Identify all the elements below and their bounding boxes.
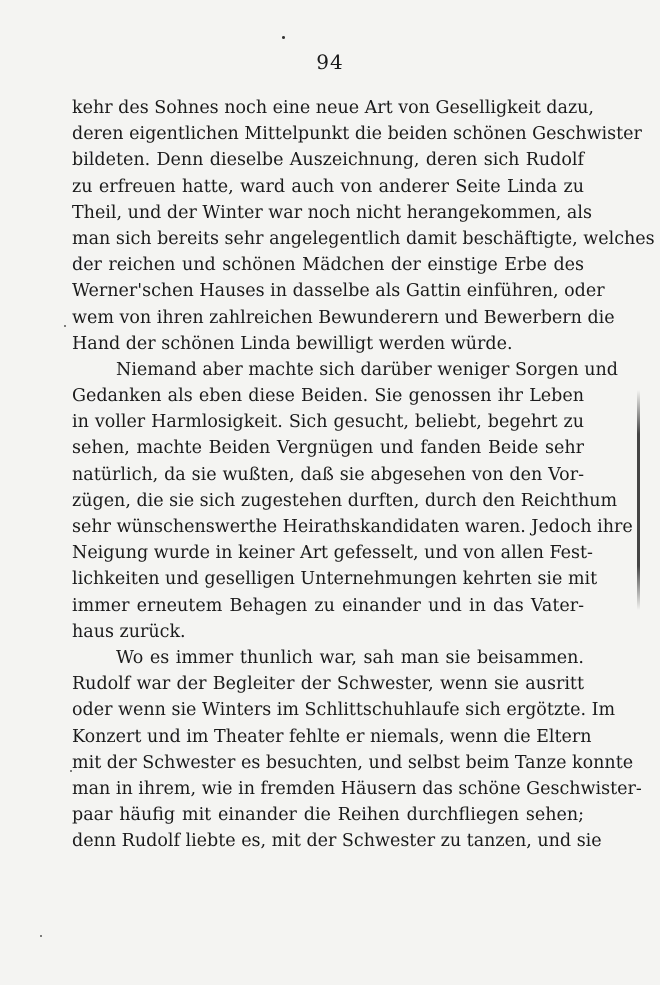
text-line: man in ihrem, wie in fremden Häusern das schöne Geschwister- <box>72 778 642 799</box>
text-line: natürlich, da sie wußten, daß sie abgesehen von den Vor- <box>72 464 584 485</box>
text-line: Hand der schönen Linda bewilligt werden würde. <box>72 333 513 354</box>
text-line: haus zurück. <box>72 621 186 642</box>
text-line: deren eigentlichen Mittelpunkt die beiden schönen Geschwister <box>72 124 642 145</box>
print-speck <box>282 36 285 39</box>
text-line: kehr des Sohnes noch eine neue Art von Geselligkeit dazu, <box>72 98 594 118</box>
print-speck <box>70 770 72 772</box>
text-line: bildeten. Denn dieselbe Auszeichnung, deren sich Rudolf <box>72 150 584 171</box>
text-line: oder wenn sie Winters im Schlittschuhlaufe sich ergötzte. Im <box>72 700 616 721</box>
body-text <box>72 95 655 854</box>
text-line: Niemand aber machte sich darüber weniger Sorgen und <box>116 359 618 380</box>
text-line: wem von ihren zahlreichen Bewunderern und Bewerbern die <box>72 307 615 328</box>
text-line: zügen, die sie sich zugestehen durften, durch den Reichthum <box>72 490 618 511</box>
text-line: sehr wünschenswerthe Heirathskandidaten waren. Jedoch ihre <box>72 517 633 537</box>
print-speck <box>64 325 66 327</box>
text-line: Gedanken als eben diese Beiden. Sie genossen ihr Leben <box>72 386 584 407</box>
page-number: 94 <box>316 50 344 74</box>
print-speck <box>40 935 42 937</box>
text-line: in voller Harmlosigkeit. Sich gesucht, beliebt, begehrt zu <box>72 412 584 433</box>
text-line: denn Rudolf liebte es, mit der Schwester zu tanzen, und sie <box>72 831 602 852</box>
text-line: immer erneutem Behagen zu einander und in das Vater- <box>72 595 584 616</box>
page-edge-shadow <box>637 390 640 610</box>
text-line: Konzert und im Theater fehlte er niemals, wenn die Eltern <box>72 726 592 747</box>
text-line: sehen, machte Beiden Vergnügen und fanden Beide sehr <box>72 438 584 459</box>
text-line: der reichen und schönen Mädchen der einstige Erbe des <box>72 255 584 276</box>
text-line: mit der Schwester es besuchten, und selbst beim Tanze konnte <box>72 752 634 773</box>
text-line: Rudolf war der Begleiter der Schwester, wenn sie ausritt <box>72 674 584 695</box>
text-line: Werner'schen Hauses in dasselbe als Gattin einführen, oder <box>72 281 605 302</box>
text-line: lichkeiten und geselligen Unternehmungen kehrten sie mit <box>72 569 598 590</box>
text-line: man sich bereits sehr angelegentlich damit beschäftigte, welches <box>72 228 655 249</box>
text-line: zu erfreuen hatte, ward auch von anderer Seite Linda zu <box>72 176 584 197</box>
text-line: Theil, und der Winter war noch nicht herangekommen, als <box>72 202 592 223</box>
text-line: Wo es immer thunlich war, sah man sie beisammen. <box>116 647 584 668</box>
text-line: paar häufig mit einander die Reihen durchfliegen sehen; <box>72 805 584 826</box>
text-line: Neigung wurde in keiner Art gefesselt, und von allen Fest- <box>72 543 593 564</box>
